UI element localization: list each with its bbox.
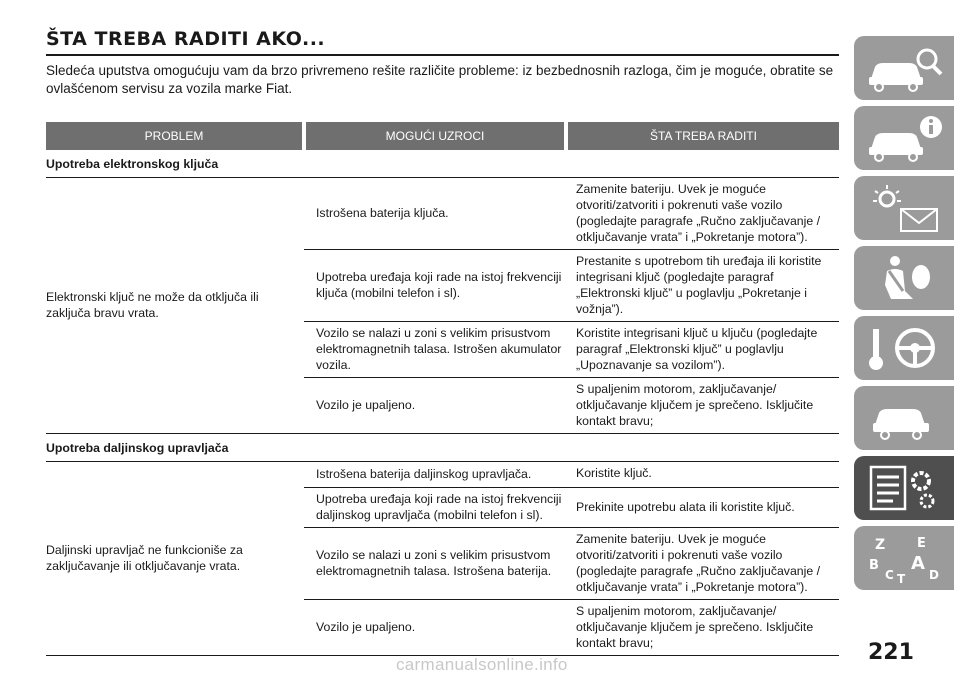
cause-cell: Vozilo se nalazi u zoni s velikim prisustvom elektromagnetnih talasa. Istrošen akumulator vozila. [304,322,566,378]
page-number: 221 [868,640,914,665]
chapter-tab-8[interactable] [854,526,954,590]
index-letter: B [869,558,879,573]
seatbelt-airbag-icon [861,251,947,305]
warning-light-envelope-icon [861,181,947,235]
problem-cell [46,462,304,656]
action-cell: Zamenite bateriju. Uvek je moguće otvoriti/zatvoriti i pokrenuti vaše vozilo (pogledajte paragrafe „Ručno zaključavanje / otključavanje vrata” i „Pokretanje motora”). [566,528,839,600]
chapter-tab-1[interactable] [854,36,954,100]
chapter-tab-2[interactable] [854,106,954,170]
page-title: ŠTA TREBA RADITI AKO... [46,28,839,56]
car-magnifier-icon [861,41,947,95]
action-cell: Koristite integrisani ključ u ključu (pogledajte paragraf „Elektronski ključ” u poglavlju „Upoznavanje sa vozilom”). [566,322,839,378]
chapter-tab-5[interactable] [854,316,954,380]
troubleshooting-table [46,122,839,656]
section-title: Upotreba elektronskog ključa [46,150,839,178]
action-cell: Koristite ključ. [566,462,839,488]
cause-cell: Istrošena baterija ključa. [304,178,566,250]
problem-text: Elektronski ključ ne može da otključa ili zaključa bravu vrata. [46,290,259,320]
cause-cell: Vozilo je upaljeno. [304,600,566,656]
section-title: Upotreba daljinskog upravljača [46,434,839,462]
page-content [46,28,839,656]
action-cell: Prestanite s upotrebom tih uređaja ili koristite integrisani ključ (pogledajte paragraf „Elektronski ključ” u poglavlju „Pokretanje i vožnja”). [566,250,839,322]
watermark: carmanualsonline.info [396,655,568,674]
column-header-causes: MOGUĆI UZROCI [304,122,566,150]
chapter-tab-7[interactable] [854,456,954,520]
index-letter: C [885,568,894,582]
car-info-icon [861,111,947,165]
cause-cell: Vozilo se nalazi u zoni s velikim prisustvom elektromagnetnih talasa. Istrošena baterija. [304,528,566,600]
chapter-tab-4[interactable] [854,246,954,310]
action-cell: S upaljenim motorom, zaključavanje/ otključavanje ključem je sprečeno. Isključite kontakt bravu; [566,600,839,656]
index-letter: T [897,572,906,585]
section-header-electronic-key [46,150,839,178]
index-letter: A [911,553,925,574]
problem-cell [46,178,304,434]
index-letter: Z [875,537,886,553]
action-cell: Zamenite bateriju. Uvek je moguće otvoriti/zatvoriti i pokrenuti vaše vozilo (pogledajte paragrafe „Ručno zaključavanje / otključavanje vrata” i „Pokretanje motora”). [566,178,839,250]
cause-cell: Vozilo je upaljeno. [304,378,566,434]
table-header-row [46,122,839,150]
action-cell: S upaljenim motorom, zaključavanje/ otključavanje ključem je sprečeno. Isključite kontakt bravu; [566,378,839,434]
column-header-actions: ŠTA TREBA RADITI [566,122,839,150]
cause-cell: Upotreba uređaja koji rade na istoj frekvenciji daljinskog upravljača (mobilni telefon i sl). [304,488,566,528]
section-header-remote-control [46,434,839,462]
intro-paragraph: Sledeća uputstva omogućuju vam da brzo privremeno rešite različite probleme: iz bezbednosnih razloga, čim je moguće, obratite se ovlašćenom servisu za vozila marke Fiat. [46,63,834,96]
alphabet-index-icon [861,531,947,585]
chapter-tab-3[interactable] [854,176,954,240]
table-row [46,462,839,488]
action-cell: Prekinite upotrebu alata ili koristite ključ. [566,488,839,528]
cause-cell: Upotreba uređaja koji rade na istoj frekvenciji ključa (mobilni telefon i sl). [304,250,566,322]
car-wrench-icon [861,391,947,445]
cause-cell: Istrošena baterija daljinskog upravljača. [304,462,566,488]
list-gears-icon [861,461,947,515]
column-header-problem: PROBLEM [46,122,304,150]
table-row [46,178,839,250]
index-letter: D [929,568,939,582]
key-steering-wheel-icon [861,321,947,375]
chapter-tabs [854,36,960,596]
chapter-tab-6[interactable] [854,386,954,450]
index-letter: E [917,536,926,551]
problem-text: Daljinski upravljač ne funkcioniše za zaključavanje ili otključavanje vrata. [46,543,243,573]
